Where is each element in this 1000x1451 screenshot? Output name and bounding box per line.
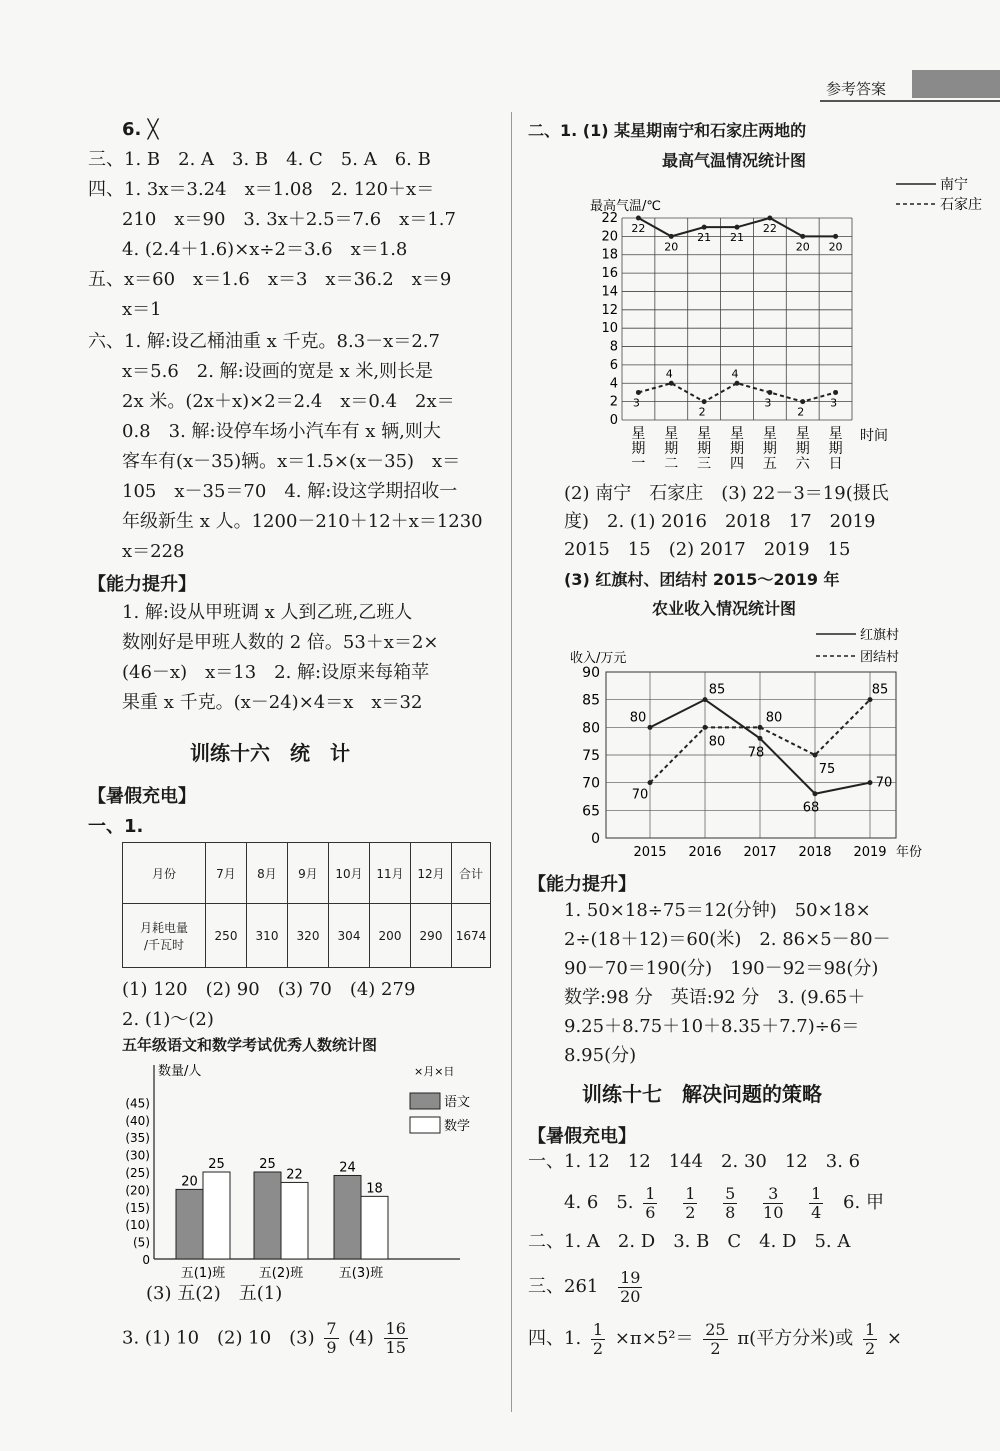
answer-line: 105 x－35＝70 4. 解:设这学期招收一 <box>122 481 458 502</box>
q3-text: (4) <box>348 1327 374 1349</box>
y-tick-label: 6 <box>609 357 618 373</box>
legend-swatch <box>410 1117 440 1133</box>
answer-line: 度) 2. (1) 2016 2018 17 2019 <box>564 511 876 532</box>
fraction <box>324 1320 338 1357</box>
header-bar <box>912 70 1000 98</box>
data-label: 70 <box>631 787 649 803</box>
data-point <box>648 725 653 730</box>
data-label: 3 <box>830 396 838 410</box>
fraction <box>809 1185 823 1222</box>
ability-line: 1. 解:设从甲班调 x 人到乙班,乙班人 <box>122 602 413 623</box>
table-cell: 320 <box>288 904 329 968</box>
y-tick-label: (45) <box>125 1096 150 1111</box>
table-header: 8月 <box>247 843 288 904</box>
ability-line: 90－70＝190(分) 190－92＝98(分) <box>564 958 879 979</box>
data-label: 75 <box>818 762 836 777</box>
x-tick-label <box>697 426 711 472</box>
bar-语文 <box>176 1189 203 1259</box>
x-tick-label: 五(3)班 <box>338 1266 384 1281</box>
answer-line: 4. (2.4＋1.6)×x÷2＝3.6 x＝1.8 <box>122 239 408 260</box>
answer-line: 客车有(x－35)辆。x＝1.5×(x－35) x＝ <box>122 451 461 472</box>
x-tick-char: 期 <box>795 441 810 457</box>
x-tick-label: 五(1)班 <box>180 1266 226 1281</box>
x-tick-char: 四 <box>730 456 744 472</box>
bar-语文 <box>254 1172 281 1259</box>
numerator: 1 <box>864 1319 876 1339</box>
x-tick-char: 期 <box>697 441 712 457</box>
answer-line: 210 x＝90 3. 3x＋2.5＝7.6 x＝1.7 <box>122 209 456 230</box>
data-point <box>813 753 818 758</box>
fraction <box>763 1185 783 1222</box>
text: 三、261 <box>528 1276 599 1297</box>
fraction <box>591 1321 605 1358</box>
column-divider <box>511 112 512 1412</box>
question-heading: 二、1. (1) 某星期南宁和石家庄两地的 <box>528 121 807 140</box>
data-label: 21 <box>697 231 712 245</box>
fraction <box>863 1321 877 1358</box>
ability-line: 8.95(分) <box>564 1045 637 1066</box>
text: π(平方分米)或 <box>737 1328 854 1349</box>
y-tick-label: 75 <box>582 748 600 764</box>
x-tick-label <box>664 426 678 472</box>
data-label: 22 <box>631 222 646 235</box>
data-label: 24 <box>339 1160 356 1176</box>
y-tick-label: 80 <box>582 720 600 737</box>
y-tick-label: 14 <box>601 284 618 300</box>
table-row <box>123 904 491 968</box>
answer-line: 一、1. 12 12 144 2. 30 12 3. 6 <box>528 1151 861 1172</box>
x-tick-label <box>763 426 777 472</box>
data-label: 4 <box>731 367 739 381</box>
data-label: 20 <box>828 240 843 254</box>
data-point <box>648 780 653 785</box>
x-tick-label: 2017 <box>743 845 777 860</box>
y-tick-label: (20) <box>125 1183 150 1198</box>
numerator: 7 <box>326 1319 337 1338</box>
question-label: 一、1. <box>88 816 144 837</box>
table-header-row <box>123 843 491 904</box>
ability-line: 1. 50×18÷75＝12(分钟) 50×18× <box>564 900 871 921</box>
x-tick-label: 2016 <box>688 845 722 860</box>
data-label: 20 <box>664 240 679 254</box>
data-label: 70 <box>875 775 893 791</box>
header-rule <box>820 100 1000 102</box>
fraction <box>384 1320 408 1357</box>
data-label: 22 <box>286 1167 303 1183</box>
temperature-chart <box>560 170 1000 480</box>
data-label: 22 <box>762 222 777 235</box>
fraction <box>723 1185 737 1222</box>
y-tick-label: 10 <box>601 321 618 337</box>
data-label: 20 <box>181 1174 198 1190</box>
y-tick-label: (30) <box>125 1148 150 1163</box>
ability-line: 2÷(18＋12)＝60(米) 2. 86×5－80－ <box>564 929 891 950</box>
y-tick-label: 12 <box>601 302 618 318</box>
data-point <box>813 791 818 796</box>
answer-line: 2. (1)～(2) <box>122 1009 214 1030</box>
numerator: 1 <box>592 1319 604 1339</box>
y-tick-label: 8 <box>609 339 618 355</box>
y-tick-label: 20 <box>601 229 618 245</box>
bar-chart <box>120 1055 500 1285</box>
data-label: 78 <box>747 745 765 761</box>
table-row-label <box>123 904 206 968</box>
legend-note: ×月×日 <box>414 1065 455 1078</box>
answer-line: x＝1 <box>122 299 162 320</box>
data-point <box>758 725 763 730</box>
data-point <box>703 725 708 730</box>
table-cell: 1674 <box>452 904 491 968</box>
x-tick-char: 星 <box>664 426 679 442</box>
y-tick-label: 85 <box>582 692 600 709</box>
temp-chart-subtitle: 最高气温情况统计图 <box>662 151 807 170</box>
answer-line: 二、1. A 2. D 3. B C 4. D 5. A <box>528 1231 851 1252</box>
y-tick-label: 0 <box>142 1253 150 1267</box>
x-tick-char: 期 <box>730 441 744 457</box>
answer-line: 2x 米。(2x＋x)×2＝2.4 x＝0.4 2x＝ <box>122 391 455 412</box>
y-tick-label: 4 <box>609 376 618 392</box>
x-tick-label: 2019 <box>853 845 887 860</box>
answer-line: 六、1. 解:设乙桶油重 x 千克。8.3－x＝2.7 <box>88 331 440 352</box>
table-cell: 290 <box>411 904 452 968</box>
numerator: 3 <box>763 1185 783 1204</box>
ability-line: (46－x) x＝13 2. 解:设原来每箱苹 <box>122 662 430 683</box>
x-axis-label: 年份 <box>896 845 923 860</box>
data-point <box>833 390 838 395</box>
fraction <box>618 1269 642 1306</box>
table-header: 12月 <box>411 843 452 904</box>
series-line-石家庄 <box>638 383 835 401</box>
denominator: 20 <box>620 1286 641 1306</box>
income-chart-title: 农业收入情况统计图 <box>652 599 797 618</box>
y-tick-label: 0 <box>591 831 600 847</box>
bar-语文 <box>334 1175 361 1259</box>
summer-title: 【暑假充电】 <box>88 786 196 807</box>
x-tick-label <box>796 426 811 472</box>
data-label: 25 <box>259 1157 276 1172</box>
x-tick-label <box>829 426 843 472</box>
data-point <box>669 381 674 386</box>
answer-line: 三、1. B 2. A 3. B 4. C 5. A 6. B <box>88 149 431 170</box>
x-tick-char: 星 <box>828 426 843 442</box>
y-tick-label: (10) <box>125 1218 150 1233</box>
y-axis-label: 数量/人 <box>158 1064 202 1079</box>
answer-line: (1) 120 (2) 90 (3) 70 (4) 279 <box>122 979 416 1000</box>
data-point <box>702 225 707 230</box>
y-tick-label: (15) <box>125 1200 150 1215</box>
x-axis-label: 时间 <box>860 428 888 444</box>
y-axis-label: 最高气温/℃ <box>590 199 661 214</box>
text: 四、1. <box>528 1328 582 1349</box>
table-cell: 200 <box>370 904 411 968</box>
answer-line <box>528 1316 902 1362</box>
x-tick-label: 2015 <box>633 845 667 860</box>
data-point <box>868 697 873 702</box>
answer-line: 0.8 3. 解:设停车场小汽车有 x 辆,则大 <box>122 421 441 442</box>
x-tick-char: 期 <box>762 441 777 457</box>
data-point <box>758 736 763 741</box>
answer-line: (3) 五(2) 五(1) <box>146 1283 283 1304</box>
answer-line: 年级新生 x 人。1200－210＋12＋x＝1230 <box>122 511 483 532</box>
data-label: 80 <box>629 710 647 726</box>
data-label: 2 <box>797 405 805 419</box>
electricity-table <box>122 842 491 968</box>
ability-line: 数刚好是甲班人数的 2 倍。53＋x＝2× <box>122 632 439 653</box>
y-axis-label: 收入/万元 <box>570 651 627 666</box>
x-tick-char: 星 <box>697 426 712 442</box>
bar-数学 <box>281 1182 308 1259</box>
data-point <box>636 390 641 395</box>
numerator: 1 <box>685 1183 696 1203</box>
answer-line: 四、1. 3x＝3.24 x＝1.08 2. 120＋x＝ <box>88 179 435 200</box>
data-label: 25 <box>208 1157 225 1172</box>
table-header: 9月 <box>288 843 329 904</box>
data-label: 3 <box>632 396 640 410</box>
x-tick-label <box>730 426 744 472</box>
denominator: 8 <box>725 1202 736 1222</box>
answer-line: x＝228 <box>122 541 185 562</box>
data-point <box>833 234 838 239</box>
data-label: 80 <box>708 734 726 750</box>
x-tick-char: 星 <box>631 426 646 442</box>
bar-数学 <box>203 1172 230 1259</box>
data-label: 85 <box>871 682 889 698</box>
y-tick-label: (25) <box>125 1166 150 1180</box>
data-point <box>800 399 805 404</box>
numerator: 16 <box>385 1319 406 1338</box>
q3-text: 3. (1) 10 (2) 10 (3) <box>122 1327 315 1349</box>
table-header: 7月 <box>206 843 247 904</box>
data-label: 68 <box>802 800 820 816</box>
denominator: 2 <box>592 1338 604 1358</box>
legend-label: 南宁 <box>940 177 968 193</box>
table-header: 合计 <box>452 843 491 904</box>
text: 4. 6 5. <box>564 1192 634 1213</box>
table-cell: 304 <box>329 904 370 968</box>
x-tick-char: 六 <box>795 456 810 472</box>
header-label: 参考答案 <box>826 80 887 98</box>
numerator: 1 <box>811 1183 822 1203</box>
question-heading: (3) 红旗村、团结村 2015～2019 年 <box>564 570 840 589</box>
data-point <box>702 399 707 404</box>
x-tick-char: 星 <box>795 426 810 442</box>
legend-label: 数学 <box>444 1119 471 1134</box>
data-label: 85 <box>708 682 726 698</box>
answer-line: x＝5.6 2. 解:设画的宽是 x 米,则长是 <box>122 361 434 382</box>
denominator: 2 <box>710 1338 721 1358</box>
data-label: 2 <box>698 405 706 419</box>
x-tick-char: 期 <box>631 441 646 457</box>
data-label: 3 <box>764 396 772 410</box>
data-point <box>669 234 674 239</box>
data-point <box>800 234 805 239</box>
bar-数学 <box>361 1196 388 1259</box>
fraction <box>703 1321 727 1358</box>
y-tick-label: 16 <box>601 266 618 282</box>
summer-title: 【暑假充电】 <box>528 1126 636 1147</box>
ability-line: 果重 x 千克。(x－24)×4＝x x＝32 <box>122 692 423 713</box>
x-tick-char: 星 <box>730 426 744 442</box>
numerator: 19 <box>620 1267 641 1287</box>
text: ×π×5²＝ <box>614 1328 694 1349</box>
x-tick-label: 五(2)班 <box>258 1266 304 1281</box>
data-label: 18 <box>366 1181 383 1197</box>
table-header: 10月 <box>329 843 370 904</box>
denominator: 4 <box>811 1202 822 1222</box>
y-tick-label: 90 <box>582 665 600 681</box>
section-title-17: 训练十七 解决问题的策略 <box>582 1082 822 1106</box>
denominator: 9 <box>326 1338 337 1357</box>
numerator: 1 <box>645 1183 656 1203</box>
data-point <box>636 216 641 221</box>
data-label: 4 <box>665 367 673 381</box>
numerator: 25 <box>705 1319 726 1339</box>
legend-label: 红旗村 <box>860 628 900 643</box>
y-tick-label: 22 <box>601 211 618 226</box>
x-tick-char: 三 <box>697 456 712 472</box>
denominator: 15 <box>385 1338 406 1357</box>
answer-line: 2015 15 (2) 2017 2019 15 <box>564 539 851 560</box>
denominator: 2 <box>864 1338 876 1358</box>
text: × <box>886 1328 902 1349</box>
y-tick-label: 0 <box>609 413 618 428</box>
bar-chart-title: 五年级语文和数学考试优秀人数统计图 <box>122 1036 378 1054</box>
table-cell: 250 <box>206 904 247 968</box>
y-tick-label: 65 <box>582 803 600 820</box>
data-point <box>767 390 772 395</box>
x-tick-char: 星 <box>762 426 777 442</box>
denominator: 6 <box>645 1202 656 1222</box>
data-point <box>735 225 740 230</box>
section-title-16: 训练十六 统 计 <box>190 741 350 765</box>
x-tick-char: 日 <box>828 456 843 472</box>
numerator: 5 <box>725 1183 736 1203</box>
text: 6. 甲 <box>843 1192 884 1213</box>
x-tick-char: 一 <box>631 456 646 472</box>
answer-line: 五、x＝60 x＝1.6 x＝3 x＝36.2 x＝9 <box>88 269 452 290</box>
answer-line: 6. ╳ <box>122 119 159 140</box>
answer-line <box>528 1264 646 1310</box>
y-tick-label: 18 <box>601 247 618 263</box>
data-point <box>868 780 873 785</box>
y-tick-label: (5) <box>133 1235 150 1250</box>
x-tick-char: 期 <box>828 441 843 457</box>
ability-title: 【能力提升】 <box>88 574 196 595</box>
ability-title: 【能力提升】 <box>528 874 636 895</box>
data-point <box>767 216 772 221</box>
denominator: 2 <box>685 1202 696 1222</box>
answer-line <box>564 1180 884 1226</box>
legend-label: 团结村 <box>860 650 900 665</box>
denominator: 10 <box>763 1202 784 1222</box>
y-tick-label: (40) <box>125 1113 150 1128</box>
x-tick-char: 五 <box>762 456 777 472</box>
x-tick-label <box>631 426 645 472</box>
legend-label: 石家庄 <box>940 197 982 213</box>
x-tick-label: 2018 <box>798 845 832 860</box>
answer-line <box>122 1320 412 1357</box>
table-header: 11月 <box>370 843 411 904</box>
answer-line: (2) 南宁 石家庄 (3) 22－3＝19(摄氏 <box>564 483 889 504</box>
data-label: 20 <box>795 240 810 254</box>
y-tick-label: (35) <box>125 1131 150 1146</box>
data-label: 21 <box>730 231 744 245</box>
data-label: 80 <box>765 710 783 726</box>
legend-swatch <box>410 1093 440 1109</box>
ability-line: 9.25＋8.75＋10＋8.35＋7.7)÷6＝ <box>564 1016 860 1037</box>
ability-line: 数学:98 分 英语:92 分 3. (9.65＋ <box>564 987 866 1008</box>
table-header: 月份 <box>123 843 206 904</box>
fraction <box>643 1185 657 1222</box>
data-point <box>735 381 740 386</box>
y-tick-label: 70 <box>582 775 600 792</box>
y-tick-label: 2 <box>609 394 618 410</box>
legend-label: 语文 <box>444 1095 471 1110</box>
row-label-line: /千瓦时 <box>143 937 185 952</box>
x-tick-char: 期 <box>664 441 679 457</box>
income-chart <box>560 620 1000 865</box>
x-tick-char: 二 <box>664 456 679 472</box>
data-point <box>703 697 708 702</box>
row-label-line: 月耗电量 <box>139 920 188 935</box>
fraction <box>683 1185 697 1222</box>
table-cell: 310 <box>247 904 288 968</box>
